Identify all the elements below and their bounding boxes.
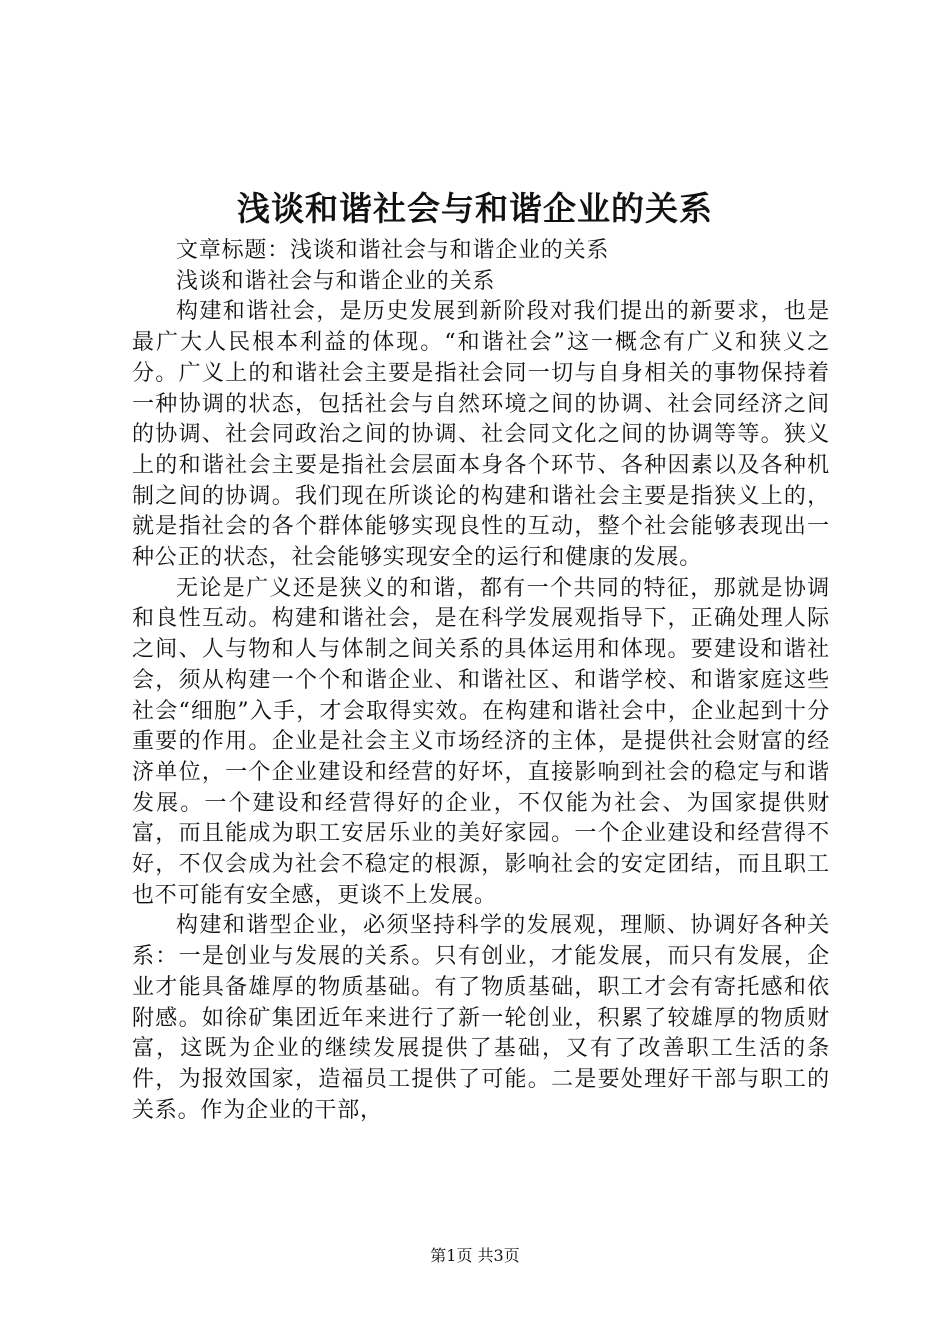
article-title-line: 文章标题：浅谈和谐社会与和谐企业的关系 — [176, 238, 610, 263]
body-paragraph: 无论是广义还是狭义的和谐，都有一个共同的特征，那就是协调和良性互动。构建和谐社会，是在科学发展观指导下，正确处理人际之间、人与物和人与体制之间关系的具体运用和体现。要建设和谐社会，须从构建一个个和谐企业、和谐社区、和谐学校、和谐家庭这些社会“细胞”入手，才会取得实效。在构建和谐社会中，企业起到十分重要的作用。企业是社会主义市场经济的主体，是提供社会财富的经济单位，一个企业建设和经营的好坏，直接影响到社会的稳定与和谐发展。一个建设和经营得好的企业，不仅能为社会、为国家提供财富，而且能成为职工安居乐业的美好家园。一个企业建设和经营得不好，不仅会成为社会不稳定的根源，影响社会的安定团结，而且职工也不可能有安全感，更谈不上发展。 — [132, 575, 830, 908]
document-title: 浅谈和谐社会与和谐企业的关系 — [237, 189, 713, 228]
body-paragraph: 构建和谐社会，是历史发展到新阶段对我们提出的新要求，也是最广大人民根本利益的体现。“和谐社会”这一概念有广义和狭义之分。广义上的和谐社会主要是指社会同一切与自身相关的事物保持着一种协调的状态，包括社会与自然环境之间的协调、社会同经济之间的协调、社会同政治之间的协调、社会同文化之间的协调等等。狭义上的和谐社会主要是指社会层面本身各个环节、各种因素以及各种机制之间的协调。我们现在所谈论的构建和谐社会主要是指狭义上的，就是指社会的各个群体能够实现良性的互动，整个社会能够表现出一种公正的状态，社会能够实现安全的运行和健康的发展。 — [132, 299, 830, 571]
page-footer: 第1页 共3页 — [430, 1246, 520, 1265]
document-body — [132, 236, 830, 1126]
body-paragraph: 构建和谐型企业，必须坚持科学的发展观，理顺、协调好各种关系：一是创业与发展的关系。只有创业，才能发展，而只有发展，企业才能具备雄厚的物质基础。有了物质基础，职工才会有寄托感和依附感。如徐矿集团近年来进行了新一轮创业，积累了较雄厚的物质财富，这既为企业的继续发展提供了基础，又有了改善职工生活的条件，为报效国家，造福员工提供了可能。二是要处理好干部与职工的关系。作为企业的干部， — [132, 913, 830, 1123]
subtitle-line: 浅谈和谐社会与和谐企业的关系 — [176, 268, 496, 294]
